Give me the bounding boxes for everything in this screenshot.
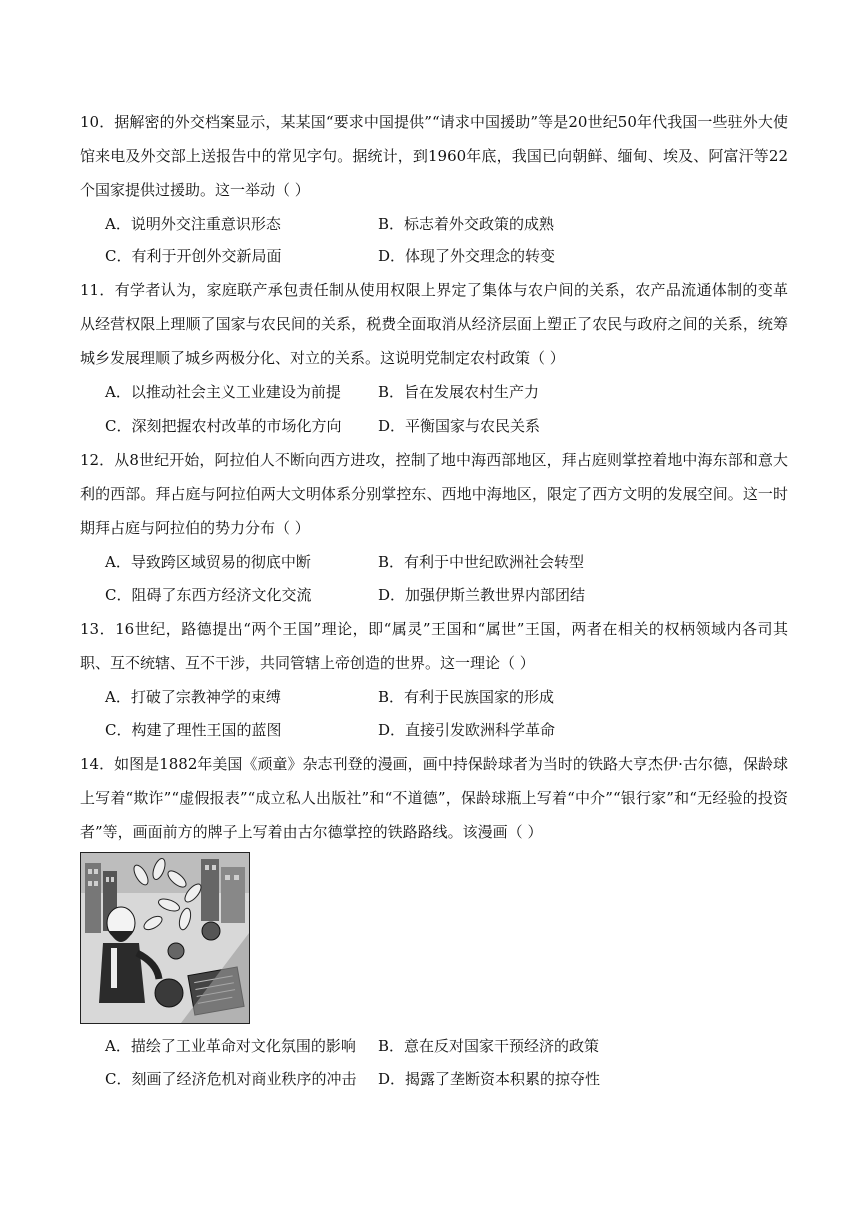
cartoon-image — [80, 852, 250, 1024]
question-12-option-c: C．阻碍了东西方经济文化交流 — [105, 586, 312, 604]
question-10-option-d: D．体现了外交理念的转变 — [378, 247, 556, 265]
question-14-option-c: C．刻画了经济危机对商业秩序的冲击 — [105, 1070, 357, 1088]
question-11-option-d: D．平衡国家与农民关系 — [378, 417, 541, 435]
question-12-stem: 12．从8世纪开始，阿拉伯人不断向西方进攻，控制了地中海西部地区，拜占庭则掌控着地中海东部和意大利的西部。拜占庭与阿拉伯两大文明体系分别掌控东、西地中海地区，限定了西方文明的发展空间。这一时期拜占庭与阿拉伯的势力分布（ ） — [80, 451, 788, 537]
question-12-option-d: D．加强伊斯兰教世界内部团结 — [378, 586, 586, 604]
cartoon-illustration — [81, 853, 249, 1023]
question-13-stem: 13．16世纪，路德提出“两个王国”理论，即“属灵”王国和“属世”王国，两者在相关的权柄领域内各司其职、互不统辖、互不干涉，共同管辖上帝创造的世界。这一理论（ ） — [80, 620, 788, 672]
question-12-option-b: B．有利于中世纪欧洲社会转型 — [378, 553, 585, 571]
question-11-option-a: A．以推动社会主义工业建设为前提 — [105, 383, 341, 401]
question-13-option-b: B．有利于民族国家的形成 — [378, 688, 555, 706]
question-14-option-a: A．描绘了工业革命对文化氛围的影响 — [105, 1037, 356, 1055]
question-11-option-b: B．旨在发展农村生产力 — [378, 383, 540, 401]
question-14-option-d: D．揭露了垄断资本积累的掠夺性 — [378, 1070, 601, 1088]
question-11-stem: 11．有学者认为，家庭联产承包责任制从使用权限上界定了集体与农户间的关系，农产品流通体制的变革从经营权限上理顺了国家与农民间的关系，税费全面取消从经济层面上塑正了农民与政府之间的关系，统筹城乡发展理顺了城乡两极分化、对立的关系。这说明党制定农村政策（ ） — [80, 281, 788, 367]
question-14-option-b: B．意在反对国家干预经济的政策 — [378, 1037, 600, 1055]
question-13-option-a: A．打破了宗教神学的束缚 — [105, 688, 281, 706]
question-13-option-d: D．直接引发欧洲科学革命 — [378, 721, 556, 739]
question-11-option-c: C．深刻把握农村改革的市场化方向 — [105, 417, 342, 435]
question-10-option-a: A．说明外交注重意识形态 — [105, 215, 281, 233]
question-10-option-c: C．有利于开创外交新局面 — [105, 247, 282, 265]
question-10-option-b: B．标志着外交政策的成熟 — [378, 215, 555, 233]
question-14-stem: 14．如图是1882年美国《顽童》杂志刊登的漫画，画中持保龄球者为当时的铁路大亨杰伊·古尔德，保龄球上写着“欺诈”“虚假报表”“成立私人出版社”和“不道德”，保龄球瓶上写着“中介”“银行家”和“无经验的投资者”等，画面前方的牌子上写着由古尔德掌控的铁路路线。该漫画（ ） — [80, 755, 788, 841]
question-13-option-c: C．构建了理性王国的蓝图 — [105, 721, 282, 739]
question-12-option-a: A．导致跨区域贸易的彻底中断 — [105, 553, 311, 571]
question-10-stem: 10．据解密的外交档案显示，某某国“要求中国提供”“请求中国援助”等是20世纪50年代我国一些驻外大使馆来电及外交部上送报告中的常见字句。据统计，到1960年底，我国已向朝鲜、缅甸、埃及、阿富汗等22个国家提供过援助。这一举动（ ） — [80, 113, 788, 199]
